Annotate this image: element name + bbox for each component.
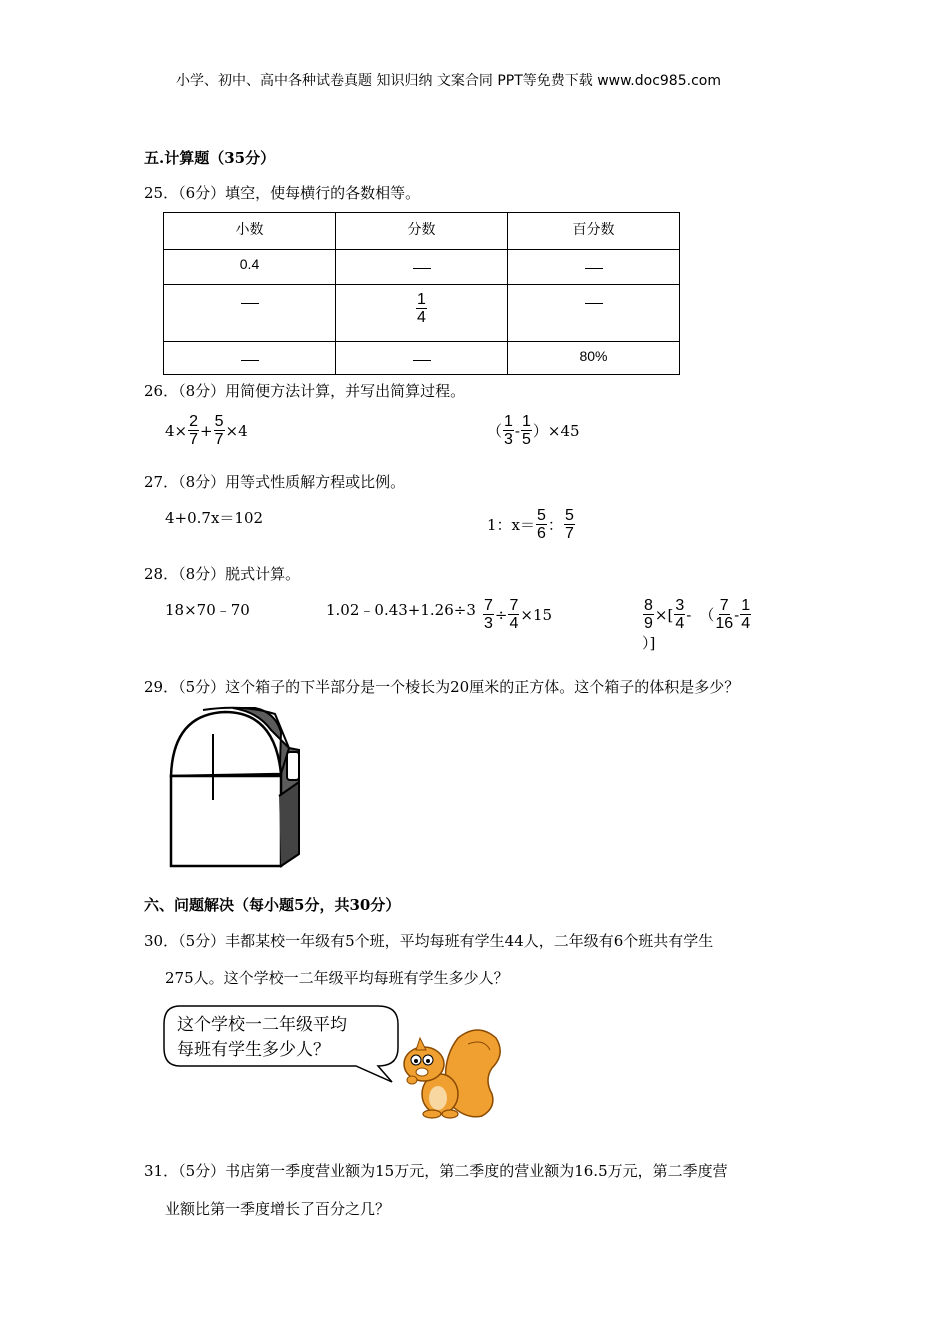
fraction-numerator: 1 [417,291,426,308]
cell-fraction-given [336,285,508,342]
q28-expression-1: 18×70﹣70 [165,601,250,619]
header-decimal: 小数 [164,213,336,250]
question-28: 28．（8分）脱式计算。 [144,565,301,583]
cell-percent-given: 80% [508,342,680,375]
box-illustration [163,704,323,874]
page-header: 小学、初中、高中各种试卷真题 知识归纳 文案合同 PPT等免费下载 www.doc985.com [176,73,721,89]
question-30-line-1: 30．（5分）丰都某校一年级有5个班，平均每班有学生44人，二年级有6个班共有学生 [144,932,714,950]
q28-expression-4: $\frac{8}{9}$ ×[ $\frac{3}{4}$ - （ $\frac{7}{16}$ - $\frac{1}{4}$ ）] [642,597,751,652]
q27-equation: 4+0.7x＝102 [165,509,264,527]
cell-blank[interactable] [336,250,508,285]
fraction-denominator: 4 [417,309,426,326]
question-30-line-2: 275人。这个学校一二年级平均每班有学生多少人？ [165,969,509,987]
question-31-line-2: 业额比第一季度增长了百分之几？ [165,1200,391,1218]
speech-bubble-text: 这个学校一二年级平均 每班有学生多少人？ [177,1015,347,1060]
question-27: 27．（8分）用等式性质解方程或比例。 [144,473,406,491]
cell-blank[interactable] [336,342,508,375]
q28-expression-2: 1.02﹣0.43+1.26÷3 [326,601,476,619]
header-percent: 百分数 [508,213,680,250]
cell-decimal-given: 0.4 [164,250,336,285]
q26-expression-1: 4× $\frac{2}{7}$ + $\frac{5}{7}$ ×4 [165,413,248,448]
conversion-table [163,212,680,375]
question-26: 26．（8分）用简便方法计算，并写出简算过程。 [144,382,466,400]
question-25: 25．（6分）填空，使每横行的各数相等。 [144,184,421,202]
cell-blank[interactable] [164,285,336,342]
cell-blank[interactable] [508,285,680,342]
q28-expression-3: $\frac{7}{3}$ ÷ $\frac{7}{4}$ ×15 [484,597,553,632]
question-31-line-1: 31．（5分）书店第一季度营业额为15万元，第二季度的营业额为16.5万元，第二季度营 [144,1162,728,1180]
q27-proportion: 1：x＝ $\frac{5}{6}$ ： $\frac{5}{7}$ [487,507,574,542]
cell-blank[interactable] [508,250,680,285]
cell-blank[interactable] [164,342,336,375]
squirrel-illustration [398,1024,504,1120]
q26-expression-2: （ $\frac{1}{3}$ - $\frac{1}{5}$ ）×45 [487,413,580,448]
section-five-title: 五.计算题（35分） [144,149,276,167]
header-fraction: 分数 [336,213,508,250]
section-six-title: 六、问题解决（每小题5分，共30分） [144,896,401,914]
question-29: 29．（5分）这个箱子的下半部分是一个棱长为20厘米的正方体。这个箱子的体积是多少？ [144,678,740,696]
